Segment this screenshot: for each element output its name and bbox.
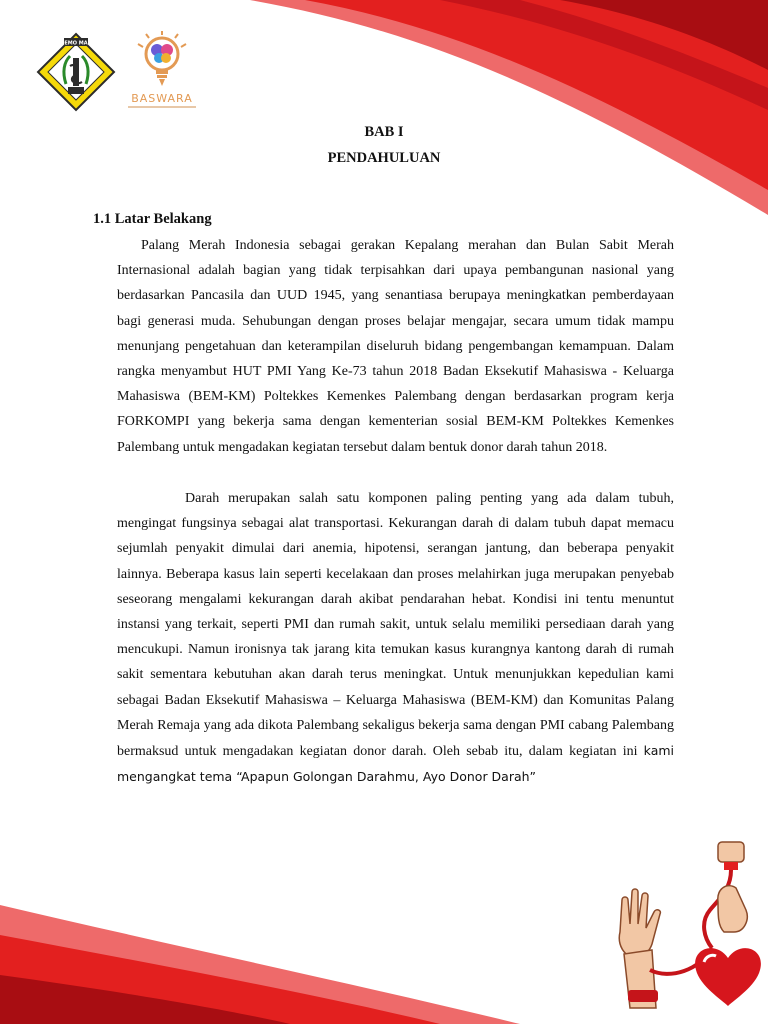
institution-logo-text: DEMO MAN <box>60 40 92 47</box>
section-title: 1.1 Latar Belakang <box>93 211 212 227</box>
chapter-number: BAB I <box>364 124 404 140</box>
paragraph-1: Palang Merah Indonesia sebagai gerakan Kepalang merahan dan Bulan Sabit Merah Internasional adalah bagian yang tidak terpisahkan dari upaya pembangunan nasional yang berdasarkan Pancasila dan UUD 1945, yang senantiasa berupaya meningkatkan pemberdayaan bagi generasi muda. Sehubungan dengan proses belajar mengajar, secara umum tidak mampu menunjang pengetahuan dan keterampilan diseluruh bidang pengembangan kemampuan. Dalam rangka menyambut HUT PMI Yang Ke-73 tahun 2018 Badan Eksekutif Mahasiswa - Keluarga Mahasiswa (BEM-KM) Poltekkes Kemenkes Palembang dengan berdasarkan program kerja FORKOMPI yang bekerja sama dengan kementerian sosial BEM-KM Poltekkes Kemenkes Palembang untuk mengadakan kegiatan tersebut dalam bentuk donor darah tahun 2018. <box>117 238 674 455</box>
baswara-logo-text: BASWARA <box>131 92 193 105</box>
hand-left-icon <box>619 889 660 957</box>
baswara-logo <box>124 30 200 110</box>
baswara-logo-tagline-line <box>128 106 196 108</box>
bulb-brain-icon <box>124 30 200 92</box>
chapter-title: PENDAHULUAN <box>327 150 441 166</box>
bandage-icon <box>628 990 658 1002</box>
paragraph-2-closing-line: kami mengangkat tema “Apapun Golongan Darahmu, Ayo Donor Darah” <box>117 743 675 785</box>
paragraph-2-body: Darah merupakan salah satu komponen paling penting yang ada dalam tubuh, mengingat fungsinya sebagai alat transportasi. Kekurangan darah di dalam tubuh dapat memacu sejumlah penyakit dimulai dari anemia, hipotensi, serangan jantung, dan beberapa penyakit lainnya. Beberapa kasus lain seperti kecelakaan dan proses melahirkan juga merupakan penyebab seseorang mengalami kekurangan darah akibat pendarahan hebat. Kondisi ini tentu menuntut instansi yang terkait, seperti PMI dan rumah sakit, untuk selalu memiliki persediaan darah yang mencukupi. Namun ironisnya tak jarang kita temukan kasus kurangnya kantong darah di rumah sakit sementara kebutuhan akan darah terus meningkat. Untuk menunjukkan kepedulian kami sebagai Badan Eksekutif Mahasiswa – Keluarga Mahasiswa (BEM-KM) dan Komunitas Palang Merah Remaja yang ada dikota Palembang sekaligus bekerja sama dengan PMI cabang Palembang bermaksud untuk mengadakan kegiatan donor darah. Oleh sebab itu, dalam kegiatan ini <box>117 491 674 760</box>
institution-logo <box>36 32 116 112</box>
paragraph-2 <box>117 486 674 790</box>
heart-icon <box>695 948 761 1006</box>
blood-donation-illustration <box>600 840 768 1024</box>
hand-right-icon <box>718 886 747 932</box>
blood-bag-icon <box>718 842 744 862</box>
